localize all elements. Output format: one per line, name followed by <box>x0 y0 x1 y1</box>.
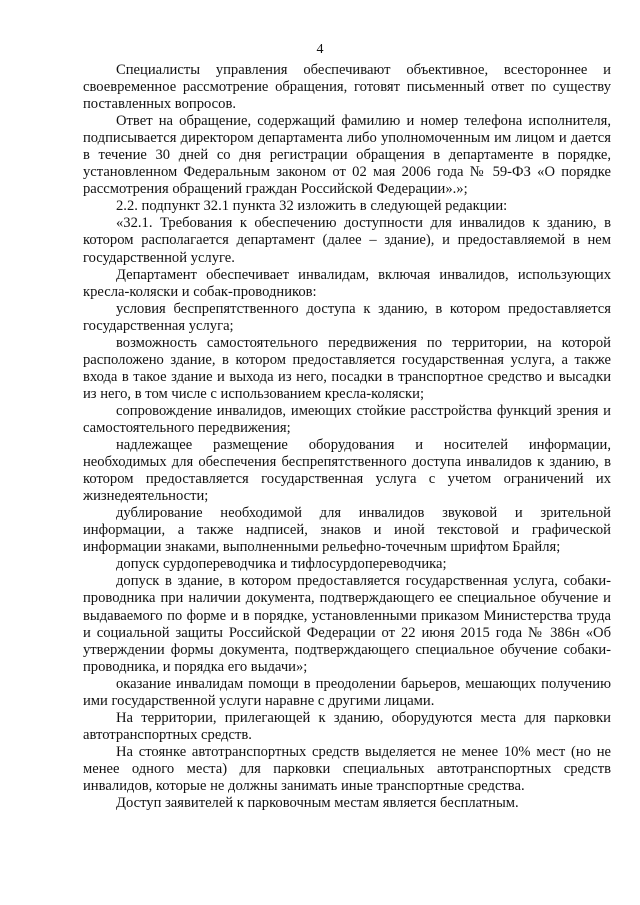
paragraph-specialists-review: Специалисты управления обеспечивают объективное, всестороннее и своевременное рассмотрение обращения, готовят письменный ответ по существу поставленных вопросов. <box>83 62 611 113</box>
paragraph-requirement-32-1: «32.1. Требования к обеспечению доступности для инвалидов к зданию, в котором располагается департамент (далее – здание), и предоставляемой в нем государственной услуге. <box>83 215 611 266</box>
paragraph-guide-dog-admission: допуск в здание, в котором предоставляется государственная услуга, собаки-проводника при наличии документа, подтверждающего ее специальное обучение и выдаваемого по форме и в порядке, установленными приказом Министерства труда и социальной защиты Российской Федерации от 22 июня 2015 года № 386н «Об утверждении формы документа, подтверждающего специальное обучение собаки-проводника, и порядка его выдачи»; <box>83 573 611 675</box>
paragraph-equipment-placement: надлежащее размещение оборудования и носителей информации, необходимых для обеспечения беспрепятственного доступа инвалидов к зданию, в котором предоставляется государственная услуга с учетом ограничений их жизнедеятельности; <box>83 437 611 505</box>
document-body <box>83 62 611 812</box>
paragraph-interpreter-admission: допуск сурдопереводчика и тифлосурдопереводчика; <box>116 556 447 573</box>
paragraph-parking-places: На территории, прилегающей к зданию, оборудуются места для парковки автотранспортных средств. <box>83 709 611 743</box>
paragraph-independent-movement: возможность самостоятельного передвижения по территории, на которой расположено здание, в котором предоставляется государственная услуга, а также входа в такое здание и выхода из него, посадки в транспортное средство и высадки из него, в том числе с использованием кресла-коляски; <box>83 334 611 402</box>
paragraph-parking-quota: На стоянке автотранспортных средств выделяется не менее 10% мест (но не менее одного места) для парковки специальных автотранспортных средств инвалидов, которые не должны занимать иные транспортные средства. <box>83 743 611 794</box>
paragraph-unobstructed-access: условия беспрепятственного доступа к зданию, в котором предоставляется государственная услуга; <box>83 300 611 334</box>
paragraph-amendment-2-2: 2.2. подпункт 32.1 пункта 32 изложить в следующей редакции: <box>116 198 508 215</box>
paragraph-barrier-assistance: оказание инвалидам помощи в преодолении барьеров, мешающих получению ими государственной услуги наравне с другими лицами. <box>83 675 611 709</box>
paragraph-information-duplication: дублирование необходимой для инвалидов звуковой и зрительной информации, а также надписей, знаков и иной текстовой и графической информации знаками, выполненными рельефно-точечным шрифтом Брайля; <box>83 505 611 556</box>
paragraph-response-signing: Ответ на обращение, содержащий фамилию и номер телефона исполнителя, подписывается директором департамента либо уполномоченным им лицом и дается в течение 30 дней со дня регистрации обращения в департаменте в порядке, установленном Федеральным законом от 02 мая 2006 года № 59-ФЗ «О порядке рассмотрения обращений граждан Российской Федерации».»; <box>83 113 611 198</box>
page-number: 4 <box>316 42 324 57</box>
paragraph-escort: сопровождение инвалидов, имеющих стойкие расстройства функций зрения и самостоятельного передвижения; <box>83 402 611 436</box>
paragraph-department-provides: Департамент обеспечивает инвалидам, включая инвалидов, использующих кресла-коляски и собак-проводников: <box>83 266 611 300</box>
paragraph-free-parking: Доступ заявителей к парковочным местам является бесплатным. <box>116 795 519 812</box>
